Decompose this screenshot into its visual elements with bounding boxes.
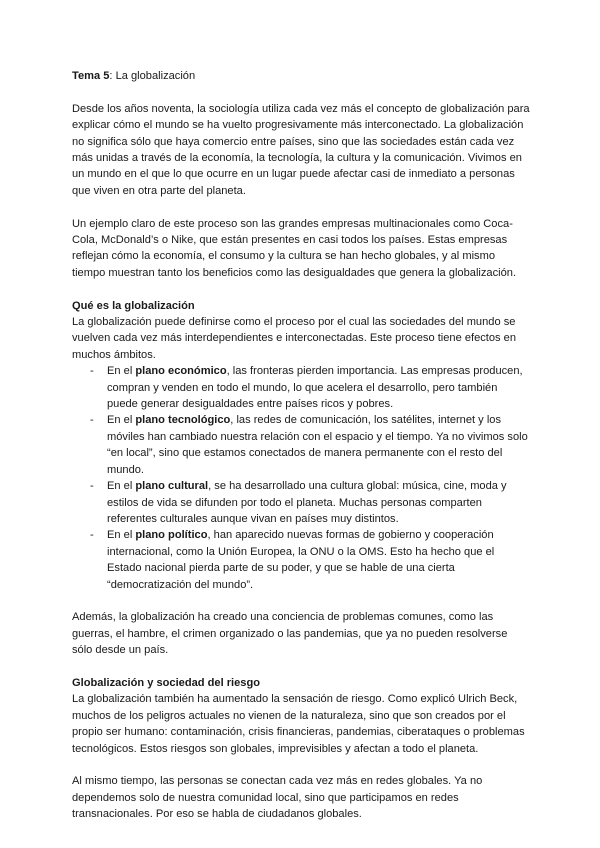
- document-title: [72, 68, 530, 84]
- section1-closing-paragraph: Además, la globalización ha creado una conciencia de problemas comunes, como las guerras, el hambre, el crimen organizado o las pandemias, que ya no pueden resolverse sólo desde un país.: [72, 611, 508, 657]
- title-topic-name: : La globalización: [109, 70, 196, 82]
- section-heading-riesgo: Globalización y sociedad del riesgo: [72, 676, 261, 689]
- section2-paragraph-2: Al mismo tiempo, las personas se conectan cada vez más en redes globales. Ya no dependemos solo de nuestra comunidad local, sino que participamos en redes transnacionales. Por eso se habla de ciudadanos globales.: [72, 775, 483, 821]
- intro-paragraph-1: Desde los años noventa, la sociología utiliza cada vez más el concepto de globalización para explicar cómo el mundo se ha vuelto progresivamente más interconectado. La globalización no significa sólo que haya comercio entre países, sino que las sociedades están cada vez más unidas a través de la economía, la tecnología, la cultura y la comunicación. Vivimos en un mundo en el que lo que ocurre en un lugar puede afectar casi de inmediato a personas que viven en otra parte del planeta.: [72, 102, 530, 197]
- planes-list: [72, 363, 530, 593]
- list-item: - En el plano económico, las fronteras pierden importancia. Las empresas producen, compran y venden en todo el mundo, lo que acelera el desarrollo, pero también puede generar desigualdades entre países ricos y pobres.: [72, 363, 530, 412]
- section1-paragraph: La globalización puede definirse como el proceso por el cual las sociedades del mundo se vuelven cada vez más interdependientes e interconectadas. Este proceso tiene efectos en muchos ámbitos.: [72, 316, 517, 361]
- list-item: - En el plano tecnológico, las redes de comunicación, los satélites, internet y los móviles han cambiado nuestra relación con el espacio y el tiempo. Ya no vivimos solo “en local”, sino que estamos conectados de manera permanente con el resto del mundo.: [72, 412, 530, 478]
- intro-paragraph-2: Un ejemplo claro de este proceso son las grandes empresas multinacionales como Coca-Cola, McDonald’s o Nike, que están presentes en casi todos los países. Estas empresas reflejan cómo la economía, el consumo y la cultura se han hecho globales, y al mismo tiempo muestran tanto los beneficios como las desigualdades que genera la globalización.: [72, 217, 517, 279]
- section2-paragraph-1: La globalización también ha aumentado la sensación de riesgo. Como explicó Ulrich Beck, muchos de los peligros actuales no vienen de la naturaleza, sino que son creados por el propio ser humano: contaminación, crisis financieras, pandemias, ciberataques o problemas tecnológicos. Estos riesgos son globales, imprevisibles y afectan a todo el planeta.: [72, 693, 525, 755]
- list-item: - En el plano cultural, se ha desarrollado una cultura global: música, cine, moda y estilos de vida se difunden por todo el planeta. Muchas personas comparten referentes culturales aunque vivan en países muy distintos.: [72, 478, 530, 527]
- section-heading-que-es: Qué es la globalización: [72, 299, 195, 312]
- list-item: - En el plano político, han aparecido nuevas formas de gobierno y cooperación internacional, como la Unión Europea, la ONU o la OMS. Esto ha hecho que el Estado nacional pierda parte de su poder, y que se hable de una cierta “democratización del mundo”.: [72, 527, 530, 593]
- title-topic-number: Tema 5: [72, 70, 110, 82]
